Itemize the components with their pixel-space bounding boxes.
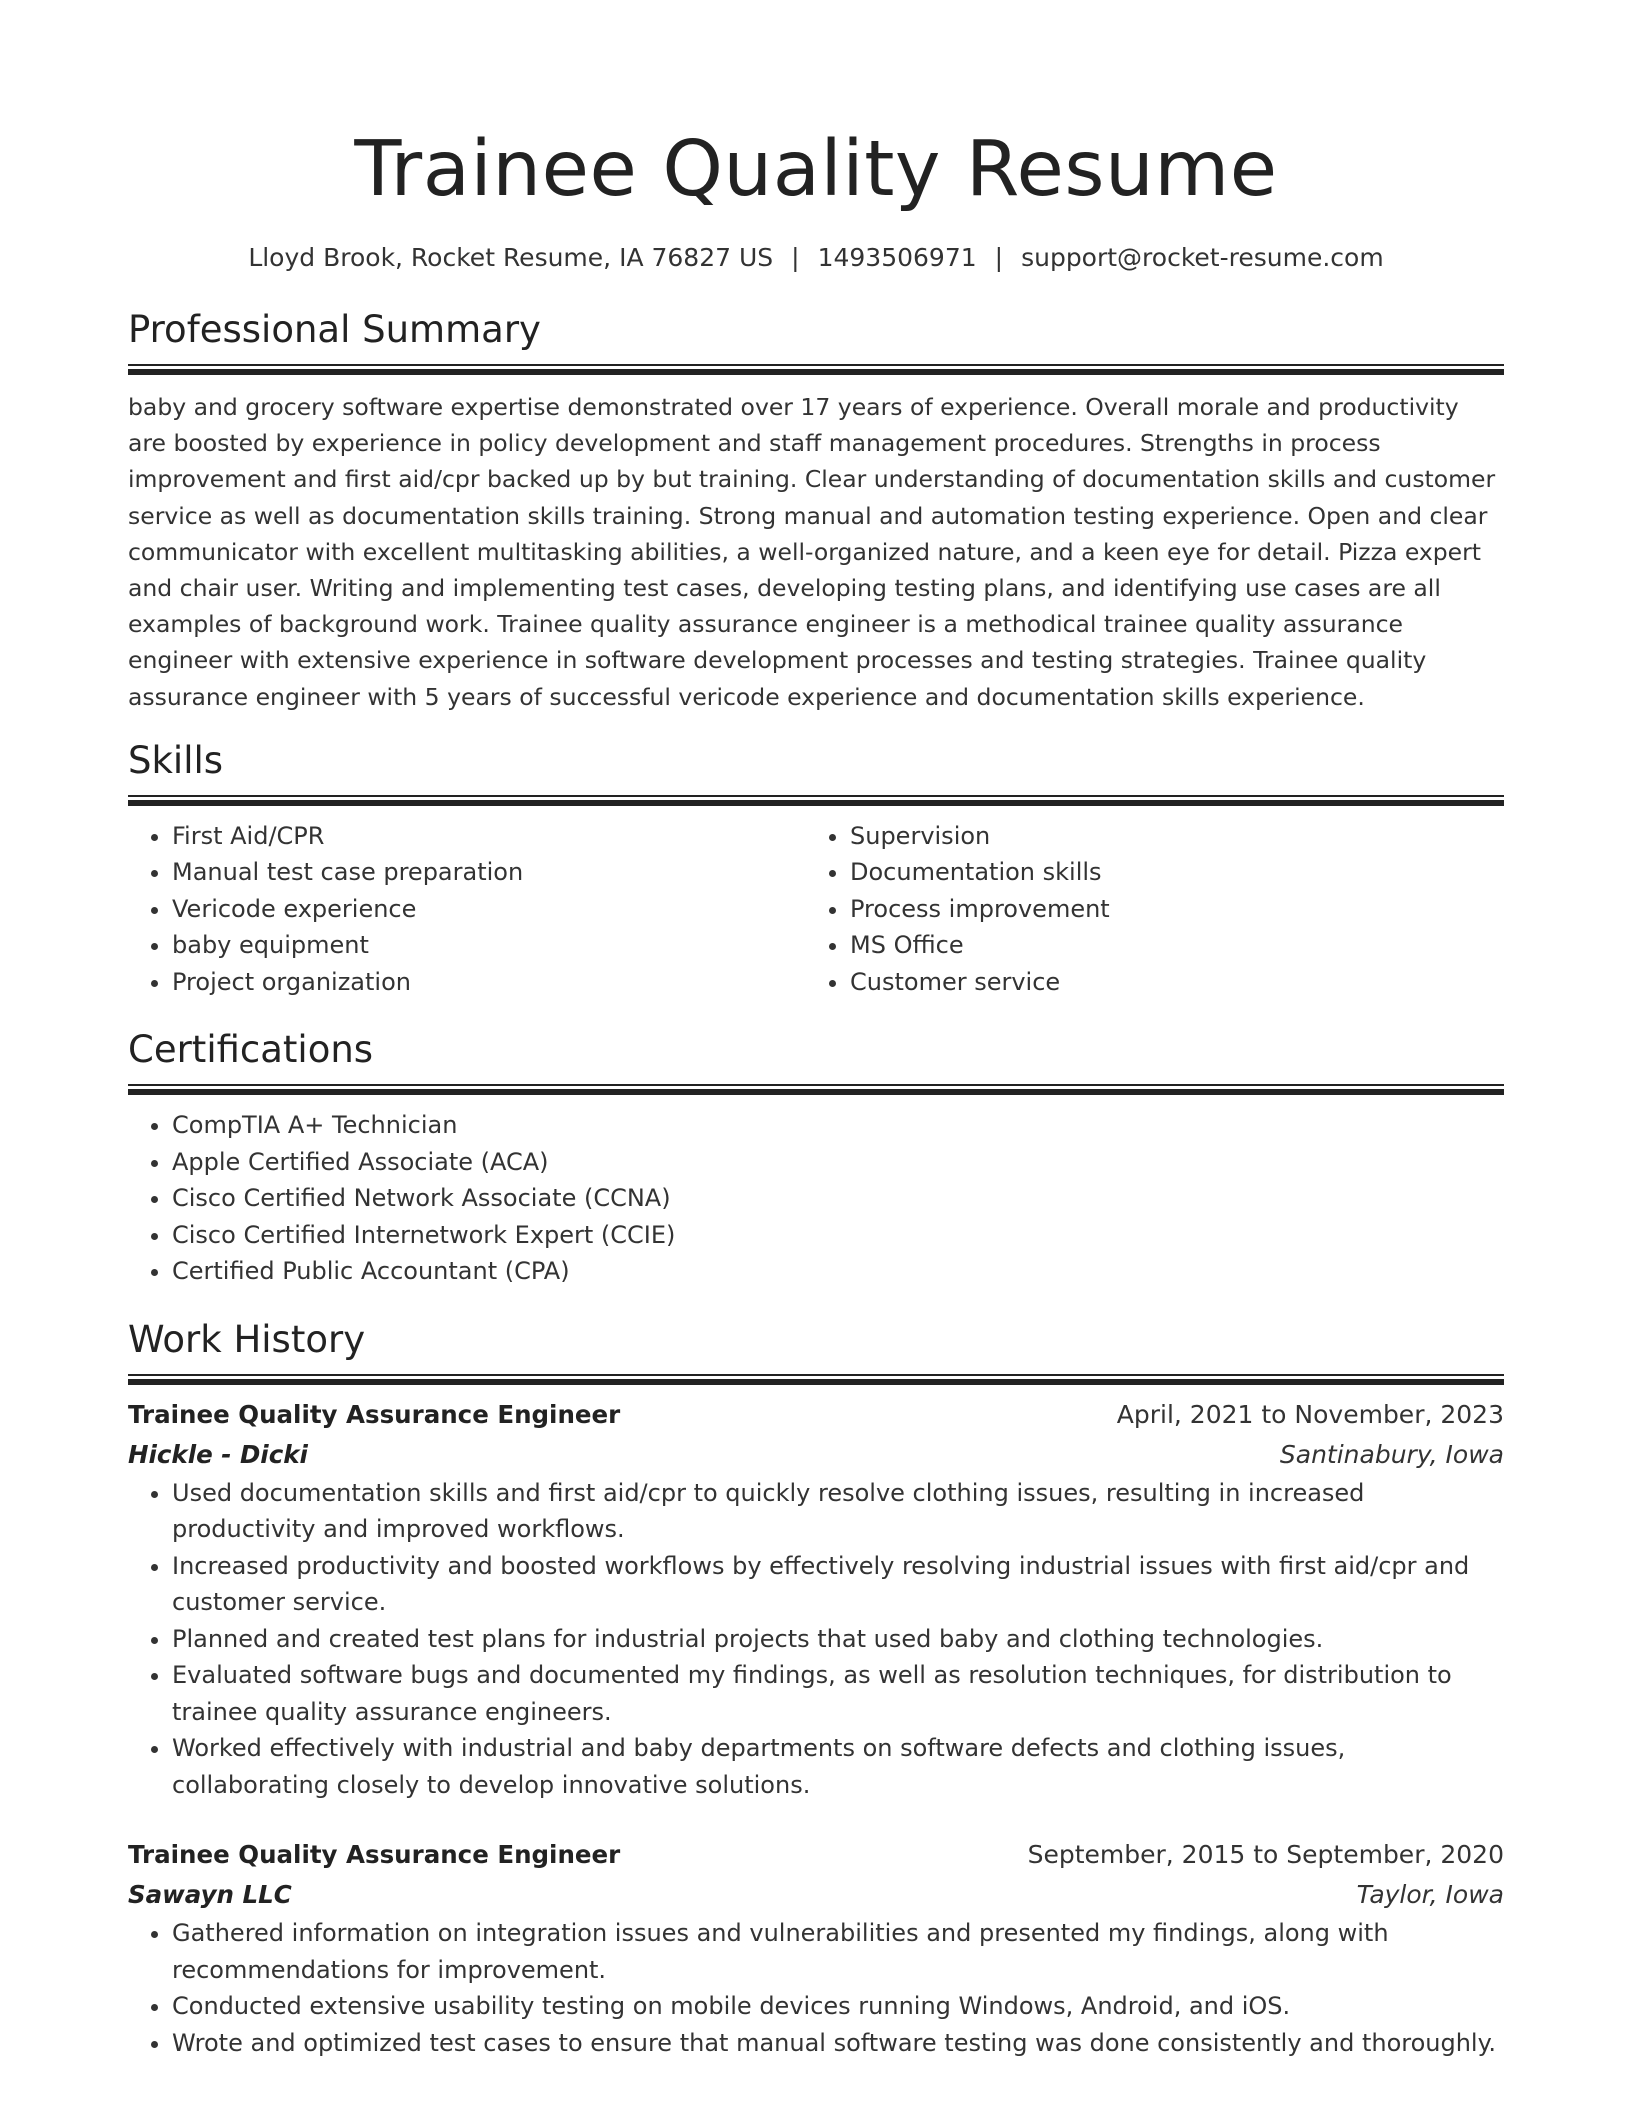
skill-item: • Project organization <box>172 964 806 1001</box>
skills-column-left <box>128 818 806 1001</box>
job-bullet: • Conducted extensive usability testing on mobile devices running Windows, Android, and iOS. <box>172 1988 1504 2025</box>
job-bullet: • Worked effectively with industrial and baby departments on software defects and clothing issues, collaborating closely to develop innovative solutions. <box>172 1730 1504 1803</box>
certification-item: • Cisco Certified Internetwork Expert (CCIE) <box>172 1217 1504 1254</box>
job-subheader <box>128 1435 1504 1475</box>
skills-column-right <box>806 818 1484 1001</box>
contact-separator: | <box>791 243 800 272</box>
skill-item: • First Aid/CPR <box>172 818 806 855</box>
job-company: Hickle - Dicki <box>128 1439 308 1469</box>
section-divider <box>128 795 1504 806</box>
skill-item: • MS Office <box>850 927 1484 964</box>
contact-separator: | <box>994 243 1004 272</box>
contact-line <box>128 242 1504 274</box>
section-heading-work-history: Work History <box>128 1317 366 1361</box>
contact-address: Lloyd Brook, Rocket Resume, IA 76827 US <box>248 243 774 272</box>
job-bullet: • Increased productivity and boosted workflows by effectively resolving industrial issues with first aid/cpr and customer service. <box>172 1548 1504 1621</box>
skill-item: • baby equipment <box>172 927 806 964</box>
job-company: Sawayn LLC <box>128 1880 292 1910</box>
section-divider <box>128 364 1504 375</box>
section-heading-certifications: Certifications <box>128 1028 374 1072</box>
resume-title: Trainee Quality Resume <box>354 125 1278 214</box>
contact-email: support@rocket-resume.com <box>1021 243 1384 272</box>
summary-text: baby and grocery software expertise demonstrated over 17 years of experience. Overall morale and productivity are boosted by experience in policy development and staff management procedures. Strengths in process improvement and first aid/cpr backed up by but training. Clear understanding of documentation skills and customer service as well as documentation skills training. Strong manual and automation testing experience. Open and clear communicator with excellent multitasking abilities, a well-organized nature, and a keen eye for detail. Pizza expert and chair user. Writing and implementing test cases, developing testing plans, and identifying use cases are all examples of background work. Trainee quality assurance engineer is a methodical trainee quality assurance engineer with extensive experience in software development processes and testing strategies. Trainee quality assurance engineer with 5 years of successful vericode experience and documentation skills experience. <box>128 393 1496 711</box>
job-title: Trainee Quality Assurance Engineer <box>128 1840 621 1870</box>
job-bullet: • Planned and created test plans for industrial projects that used baby and clothing technologies. <box>172 1621 1504 1658</box>
section-divider <box>128 1374 1504 1385</box>
skill-item: • Manual test case preparation <box>172 854 806 891</box>
job-dates: April, 2021 to November, 2023 <box>1116 1399 1504 1429</box>
job-entry <box>128 1835 1504 2061</box>
job-bullet: • Evaluated software bugs and documented my findings, as well as resolution techniques, for distribution to trainee quality assurance engineers. <box>172 1657 1504 1730</box>
skill-item: • Customer service <box>850 964 1484 1001</box>
certification-item: • CompTIA A+ Technician <box>172 1107 1504 1144</box>
job-bullet: • Wrote and optimized test cases to ensure that manual software testing was done consistently and thoroughly. <box>172 2025 1504 2062</box>
job-location: Santinabury, Iowa <box>1279 1439 1504 1469</box>
skill-item: • Process improvement <box>850 891 1484 928</box>
resume-page <box>128 0 1504 2061</box>
job-header <box>128 1395 1504 1435</box>
job-entry <box>128 1395 1504 1804</box>
contact-phone: 1493506971 <box>817 243 977 272</box>
skill-item: • Supervision <box>850 818 1484 855</box>
skill-item: • Vericode experience <box>172 891 806 928</box>
job-subheader <box>128 1875 1504 1915</box>
job-dates: September, 2015 to September, 2020 <box>1027 1840 1504 1870</box>
section-heading-summary: Professional Summary <box>128 308 541 351</box>
section-heading-skills: Skills <box>128 738 224 782</box>
certification-item: • Apple Certified Associate (ACA) <box>172 1144 1504 1181</box>
job-bullet: • Gathered information on integration issues and vulnerabilities and presented my findings, along with recommendations for improvement. <box>172 1915 1504 1988</box>
skill-item: • Documentation skills <box>850 854 1484 891</box>
summary-section <box>128 308 1504 715</box>
job-header <box>128 1835 1504 1875</box>
work-history-section <box>128 1318 1504 2062</box>
certification-item: • Certified Public Accountant (CPA) <box>172 1253 1504 1290</box>
certifications-section <box>128 1028 1504 1290</box>
job-title: Trainee Quality Assurance Engineer <box>128 1399 621 1429</box>
certification-item: • Cisco Certified Network Associate (CCNA) <box>172 1180 1504 1217</box>
skills-section <box>128 739 1504 1001</box>
section-divider <box>128 1084 1504 1095</box>
job-location: Taylor, Iowa <box>1356 1880 1504 1910</box>
skills-columns <box>128 818 1504 1001</box>
job-bullet: • Used documentation skills and first aid/cpr to quickly resolve clothing issues, resulting in increased productivity and improved workflows. <box>172 1475 1504 1548</box>
